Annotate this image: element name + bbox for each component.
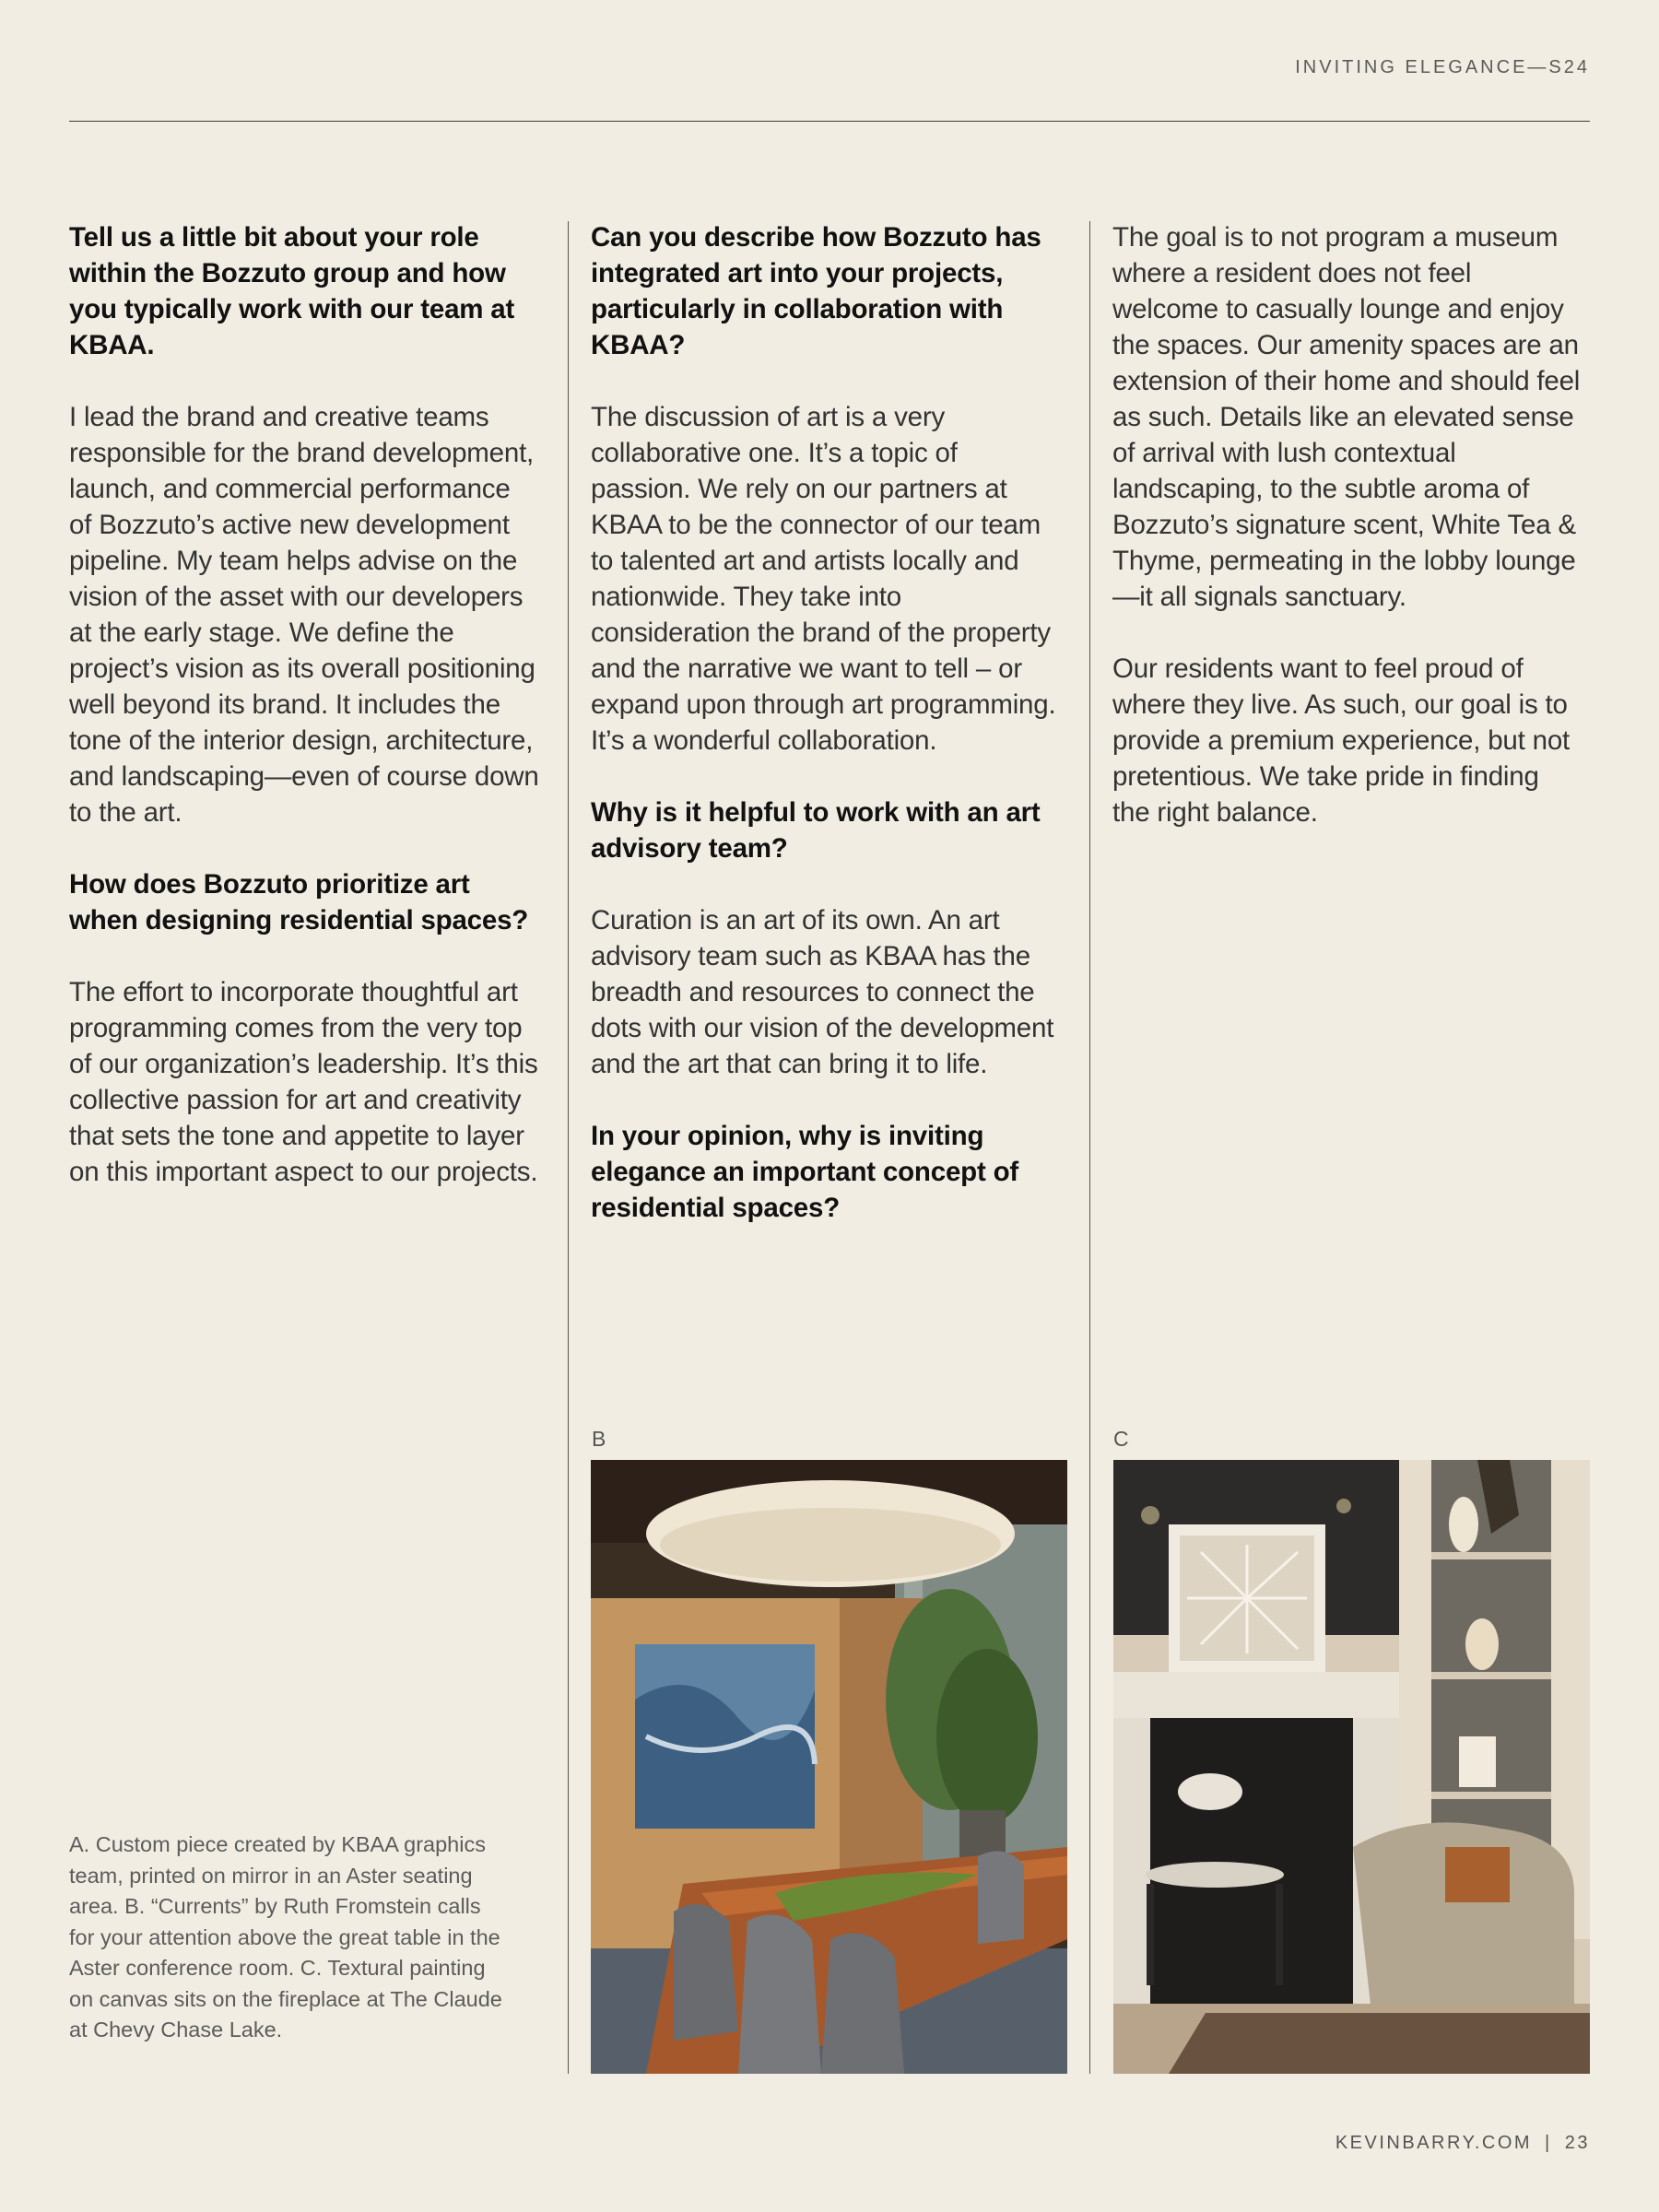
column-1: [69, 219, 539, 1226]
answer-advisory: Curation is an art of its own. An art advisory team such as KBAA has the breadth and resources to connect the dots with our vision of the development and the art that can bring it to life.: [591, 905, 1054, 1079]
answer-role: I lead the brand and creative teams responsible for the brand development, launch, and commercial performance of Bozzuto’s active new development pipeline. My team helps advise on the vision of the asset with our developers at the early stage. We define the project’s vision as its overall positioning well beyond its brand. It includes the tone of the interior design, architecture, and landscaping—even of course down to the art.: [69, 402, 539, 828]
conference-room-image: [591, 1460, 1067, 2074]
footer-separator: |: [1545, 2133, 1552, 2153]
header-rule: [69, 121, 1590, 122]
answer-elegance-2: Our residents want to feel proud of where they live. As such, our goal is to provide a premium experience, but not pretentious. We take pride in finding the right balance.: [1112, 653, 1571, 828]
column-divider-2: [1089, 221, 1090, 2074]
footer-site: KEVINBARRY.COM: [1335, 2133, 1533, 2153]
page-footer: [1335, 2133, 1590, 2154]
question-prioritize: How does Bozzuto prioritize art when designing residential spaces?: [69, 869, 529, 935]
running-head: INVITING ELEGANCE—S24: [1295, 57, 1590, 77]
fireplace-lounge-image: [1113, 1460, 1590, 2074]
answer-elegance-1: The goal is to not program a museum where a resident does not feel welcome to casually lounge and enjoy the spaces. Our amenity spaces are an extension of their home and should feel as such. Details like an elevated sense of arrival with lush contextual landscaping, to the subtle aroma of Bozzuto’s signature scent, White Tea & Thyme, permeating in the lobby lounge—it all signals sanctuary.: [1112, 222, 1581, 612]
answer-integrated: The discussion of art is a very collaborative one. It’s a topic of passion. We rely on our partners at KBAA to be the connector of our team to talented art and artists locally and nationwide. They take into consideration the brand of the property and the narrative we want to tell – or expand upon through art programming. It’s a wonderful collaboration.: [591, 402, 1056, 756]
photo-c-fireplace-lounge: [1113, 1460, 1590, 2074]
photo-b-letter: B: [592, 1427, 606, 1451]
question-advisory: Why is it helpful to work with an art advisory team?: [591, 797, 1041, 864]
column-divider-1: [568, 221, 569, 2074]
page-number: 23: [1564, 2133, 1590, 2153]
photo-b-conference-room: [591, 1460, 1067, 2074]
photo-caption: A. Custom piece created by KBAA graphics team, printed on mirror in an Aster seating area. B. “Currents” by Ruth Fromstein calls for your attention above the great table in the Aster conference room. C. Textural painting on canvas sits on the fireplace at The Claude at Chevy Chase Lake.: [69, 1832, 502, 2041]
question-integrated: Can you describe how Bozzuto has integrated art into your projects, particularly in collaboration with KBAA?: [591, 222, 1041, 360]
column-2: [591, 219, 1061, 1262]
column-3: [1112, 219, 1583, 866]
question-role: Tell us a little bit about your role within the Bozzuto group and how you typically work with our team at KBAA.: [69, 222, 515, 360]
photo-c-letter: C: [1113, 1427, 1129, 1451]
answer-prioritize: The effort to incorporate thoughtful art programming comes from the very top of our organization’s leadership. It’s this collective passion for art and creativity that sets the tone and appetite to layer on this important aspect to our projects.: [69, 977, 538, 1187]
question-elegance: In your opinion, why is inviting elegance an important concept of residential spaces?: [591, 1121, 1019, 1223]
